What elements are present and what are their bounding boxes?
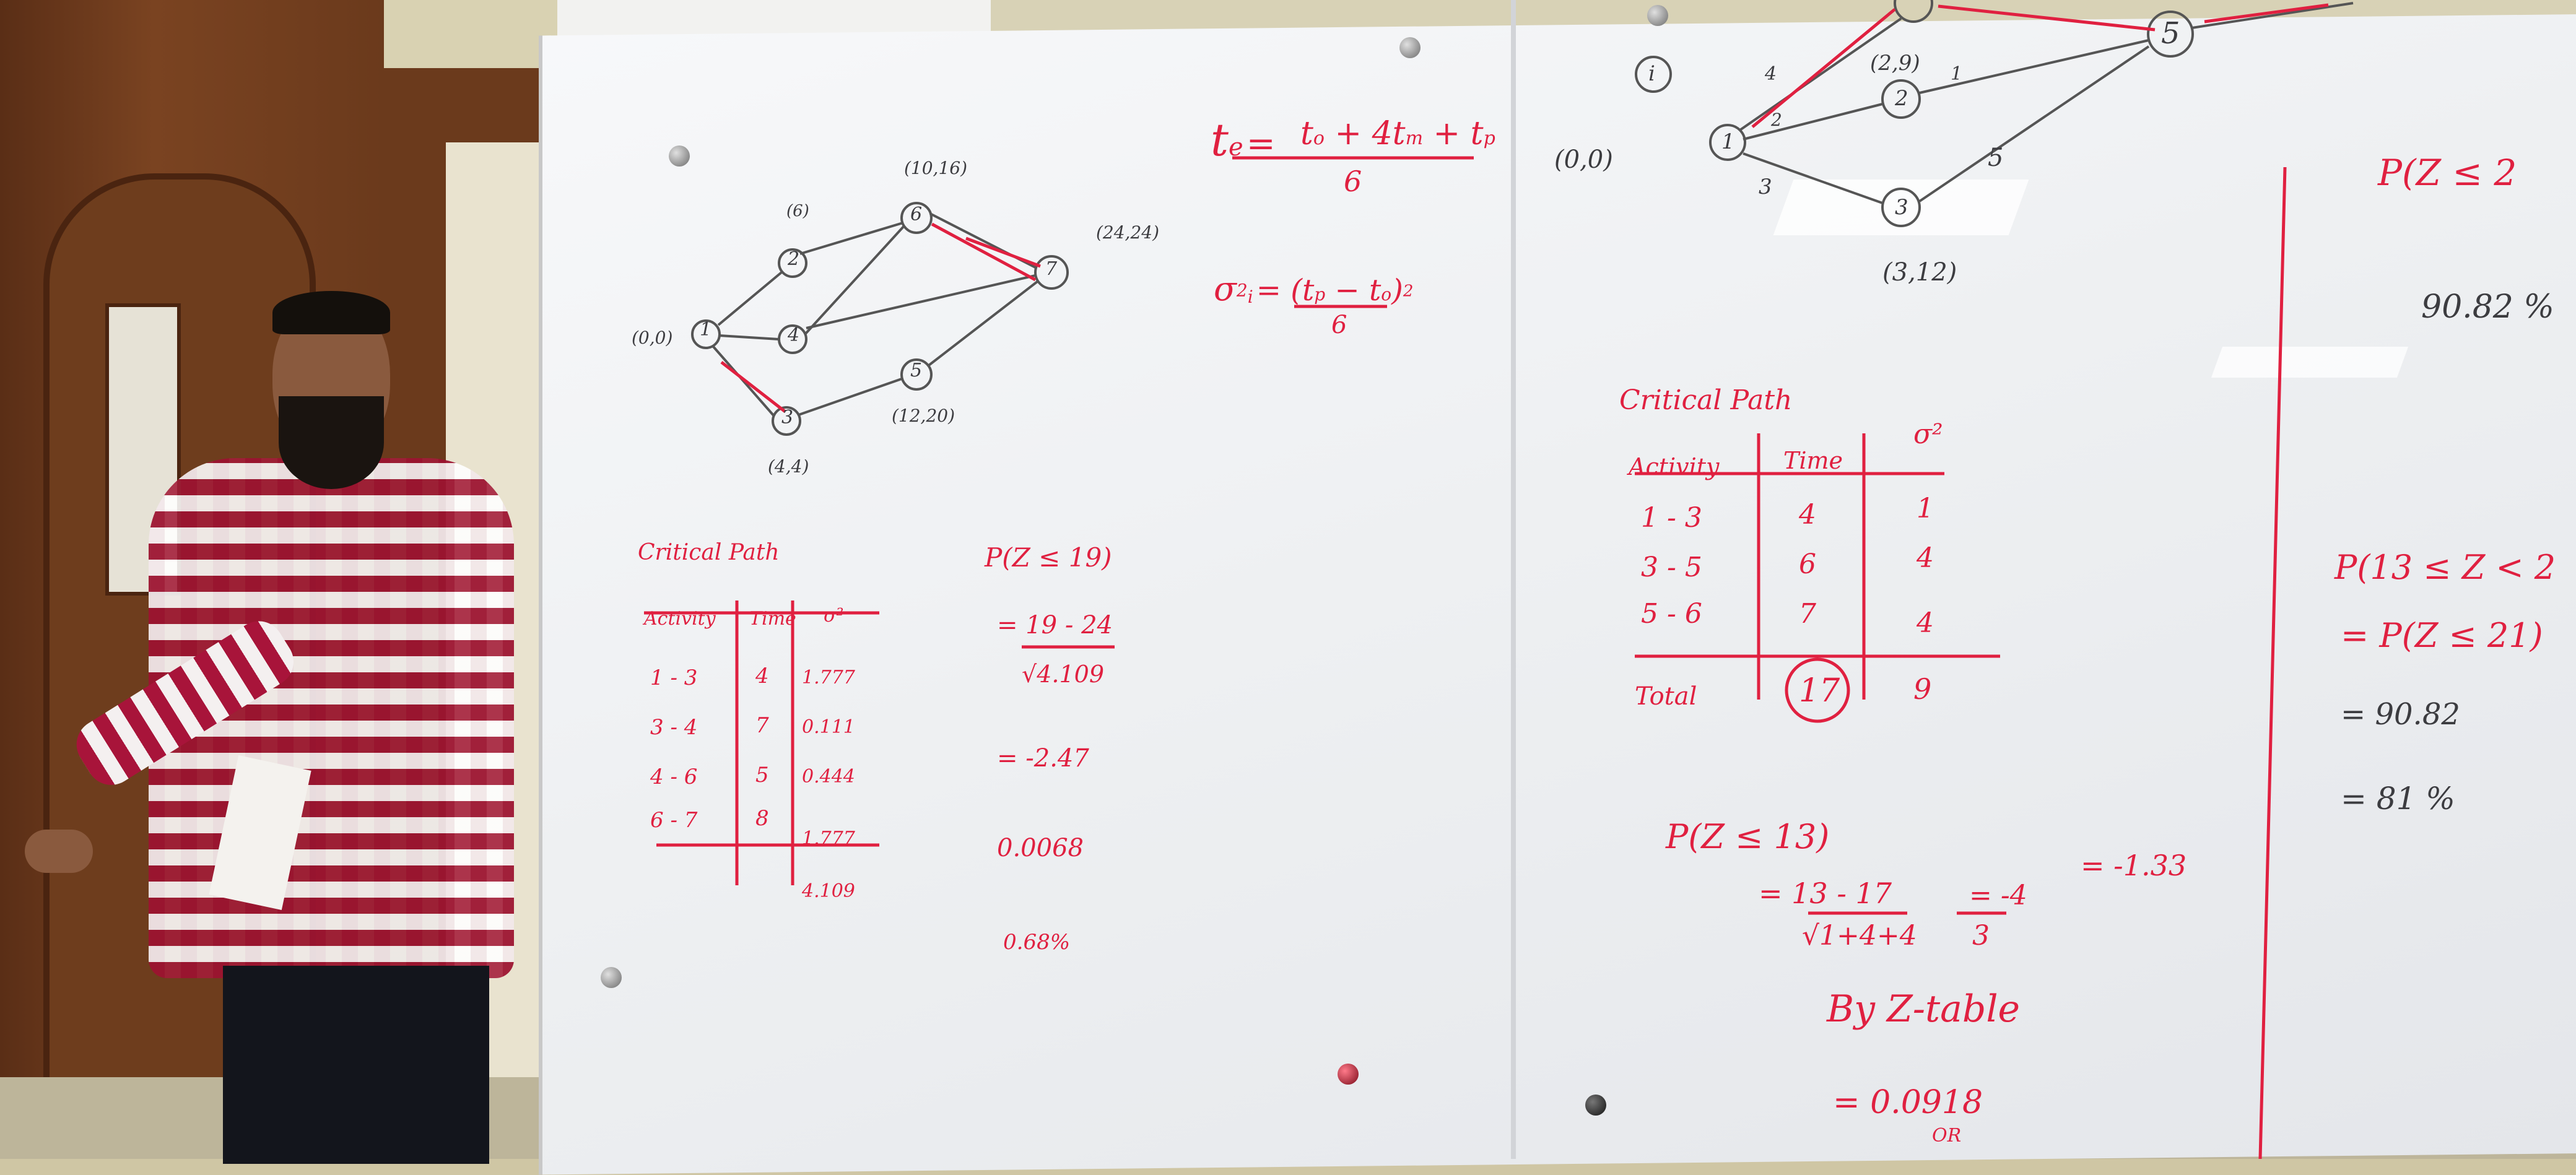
- probability-step: = 0.0918: [1833, 1084, 1983, 1121]
- edge-weight: 2: [1771, 110, 1782, 130]
- node-label: 5: [2161, 16, 2180, 51]
- node-time-label: (3,12): [1882, 258, 1957, 287]
- table-cell: 4: [1799, 499, 1816, 531]
- table-header: Time: [1783, 447, 1843, 474]
- partial-note: P(Z ≤ 2: [2378, 152, 2517, 194]
- table-cell: 1.777: [802, 667, 855, 688]
- node-label: 5: [910, 360, 923, 381]
- probability-step: OR: [1932, 1125, 1962, 1147]
- edge-weight: 4: [1765, 63, 1777, 85]
- probability-step: √1+4+4: [1802, 920, 1917, 952]
- node-time-label: (4,4): [768, 456, 809, 477]
- probability-step: P(Z ≤ 19): [985, 542, 1112, 573]
- probability-step: By Z-table: [1827, 987, 2021, 1031]
- node-time-label: (0,0): [632, 327, 673, 348]
- table-cell: 7: [755, 713, 769, 738]
- probability-step: 0.68%: [1003, 930, 1071, 955]
- probability-step: = -2.47: [997, 744, 1089, 773]
- node-label: 1: [700, 319, 712, 340]
- table-cell: 0.111: [802, 716, 855, 738]
- edge-weight: 3: [1759, 175, 1772, 199]
- probability-step: = 13 - 17: [1759, 877, 1892, 910]
- node-label: 1: [1721, 129, 1735, 154]
- probability-step: P(Z ≤ 13): [1666, 817, 1830, 856]
- table-title: Critical Path: [638, 540, 780, 565]
- partial-note: P(13 ≤ Z < 2: [2334, 548, 2556, 587]
- table-cell: 4: [1917, 542, 1934, 574]
- table-cell: 4 - 6: [650, 765, 698, 789]
- probability-step: = 19 - 24: [997, 611, 1113, 640]
- table-header: σ²: [1913, 418, 1943, 450]
- table-cell: 7: [1799, 598, 1816, 630]
- table-cell: 1.777: [802, 828, 855, 849]
- variance-formula: $\sigma^2_i = (tp - to)^2$: [1214, 269, 1414, 308]
- node-label: 4: [788, 324, 800, 346]
- beard: [279, 396, 384, 489]
- expected-time-formula: te =: [1211, 114, 1276, 166]
- table-header: Activity: [1629, 453, 1720, 480]
- expected-time-denominator: 6: [1344, 165, 1362, 198]
- probability-step: 3: [1972, 920, 1990, 952]
- table-cell: 8: [755, 806, 769, 831]
- node-label: 2: [1895, 86, 1908, 111]
- dark-trousers: [223, 966, 489, 1164]
- table-header: σ²: [824, 605, 844, 627]
- node-label: 2: [788, 248, 800, 270]
- table-title: Critical Path: [1619, 384, 1793, 416]
- table-cell: 5 - 6: [1641, 598, 1702, 630]
- table-cell: 1 - 3: [650, 666, 698, 690]
- table-cell: 1 - 3: [1641, 502, 1702, 534]
- node-label: 3: [781, 407, 794, 428]
- probability-step: = -1.33: [2081, 849, 2187, 882]
- hand-on-door-handle: [25, 830, 93, 873]
- node-label: 6: [910, 204, 923, 225]
- table-cell: 6: [1799, 548, 1816, 580]
- edge-weight: 5: [1988, 144, 2004, 172]
- node-label: 7: [1045, 258, 1058, 280]
- partial-note: = 90.82: [2341, 697, 2460, 732]
- node-time-label: (12,20): [892, 405, 955, 426]
- node-time-label: (2,9): [1870, 51, 1920, 76]
- table-header: Time: [749, 608, 796, 630]
- table-cell: 3 - 4: [650, 715, 698, 740]
- table-cell: 4: [1917, 607, 1934, 639]
- partial-note: 90.82 %: [2421, 288, 2554, 326]
- probability-step: = -4: [1969, 880, 2027, 911]
- node-time-label: (0,0): [1554, 145, 1613, 174]
- table-total-variance: 9: [1913, 672, 1932, 706]
- partial-note: = P(Z ≤ 21): [2341, 616, 2543, 655]
- table-cell: 1: [1917, 493, 1934, 524]
- node-time-label: (24,24): [1096, 222, 1160, 243]
- table-cell: 3 - 5: [1641, 552, 1702, 583]
- table-cell: 0.444: [802, 766, 855, 787]
- node-label: 3: [1895, 195, 1908, 220]
- partial-note: = 81 %: [2341, 781, 2455, 817]
- table-total-time: 17: [1799, 672, 1840, 709]
- table-cell: 4: [755, 664, 769, 688]
- variance-denominator: 6: [1331, 311, 1347, 339]
- edge-weight: 1: [1951, 63, 1963, 85]
- node-label: i: [1648, 61, 1655, 86]
- node-time-label: (10,16): [904, 158, 968, 178]
- expected-time-numerator: to + 4tm + tp: [1300, 115, 1495, 152]
- table-header: Activity: [644, 608, 716, 630]
- table-cell: 6 - 7: [650, 808, 698, 833]
- probability-step: √4.109: [1022, 661, 1104, 688]
- hair: [272, 291, 390, 334]
- table-total: 4.109: [802, 880, 855, 902]
- probability-step: 0.0068: [997, 834, 1084, 862]
- table-total-label: Total: [1635, 682, 1697, 711]
- node-time-label: (6): [786, 202, 809, 220]
- table-cell: 5: [755, 763, 769, 787]
